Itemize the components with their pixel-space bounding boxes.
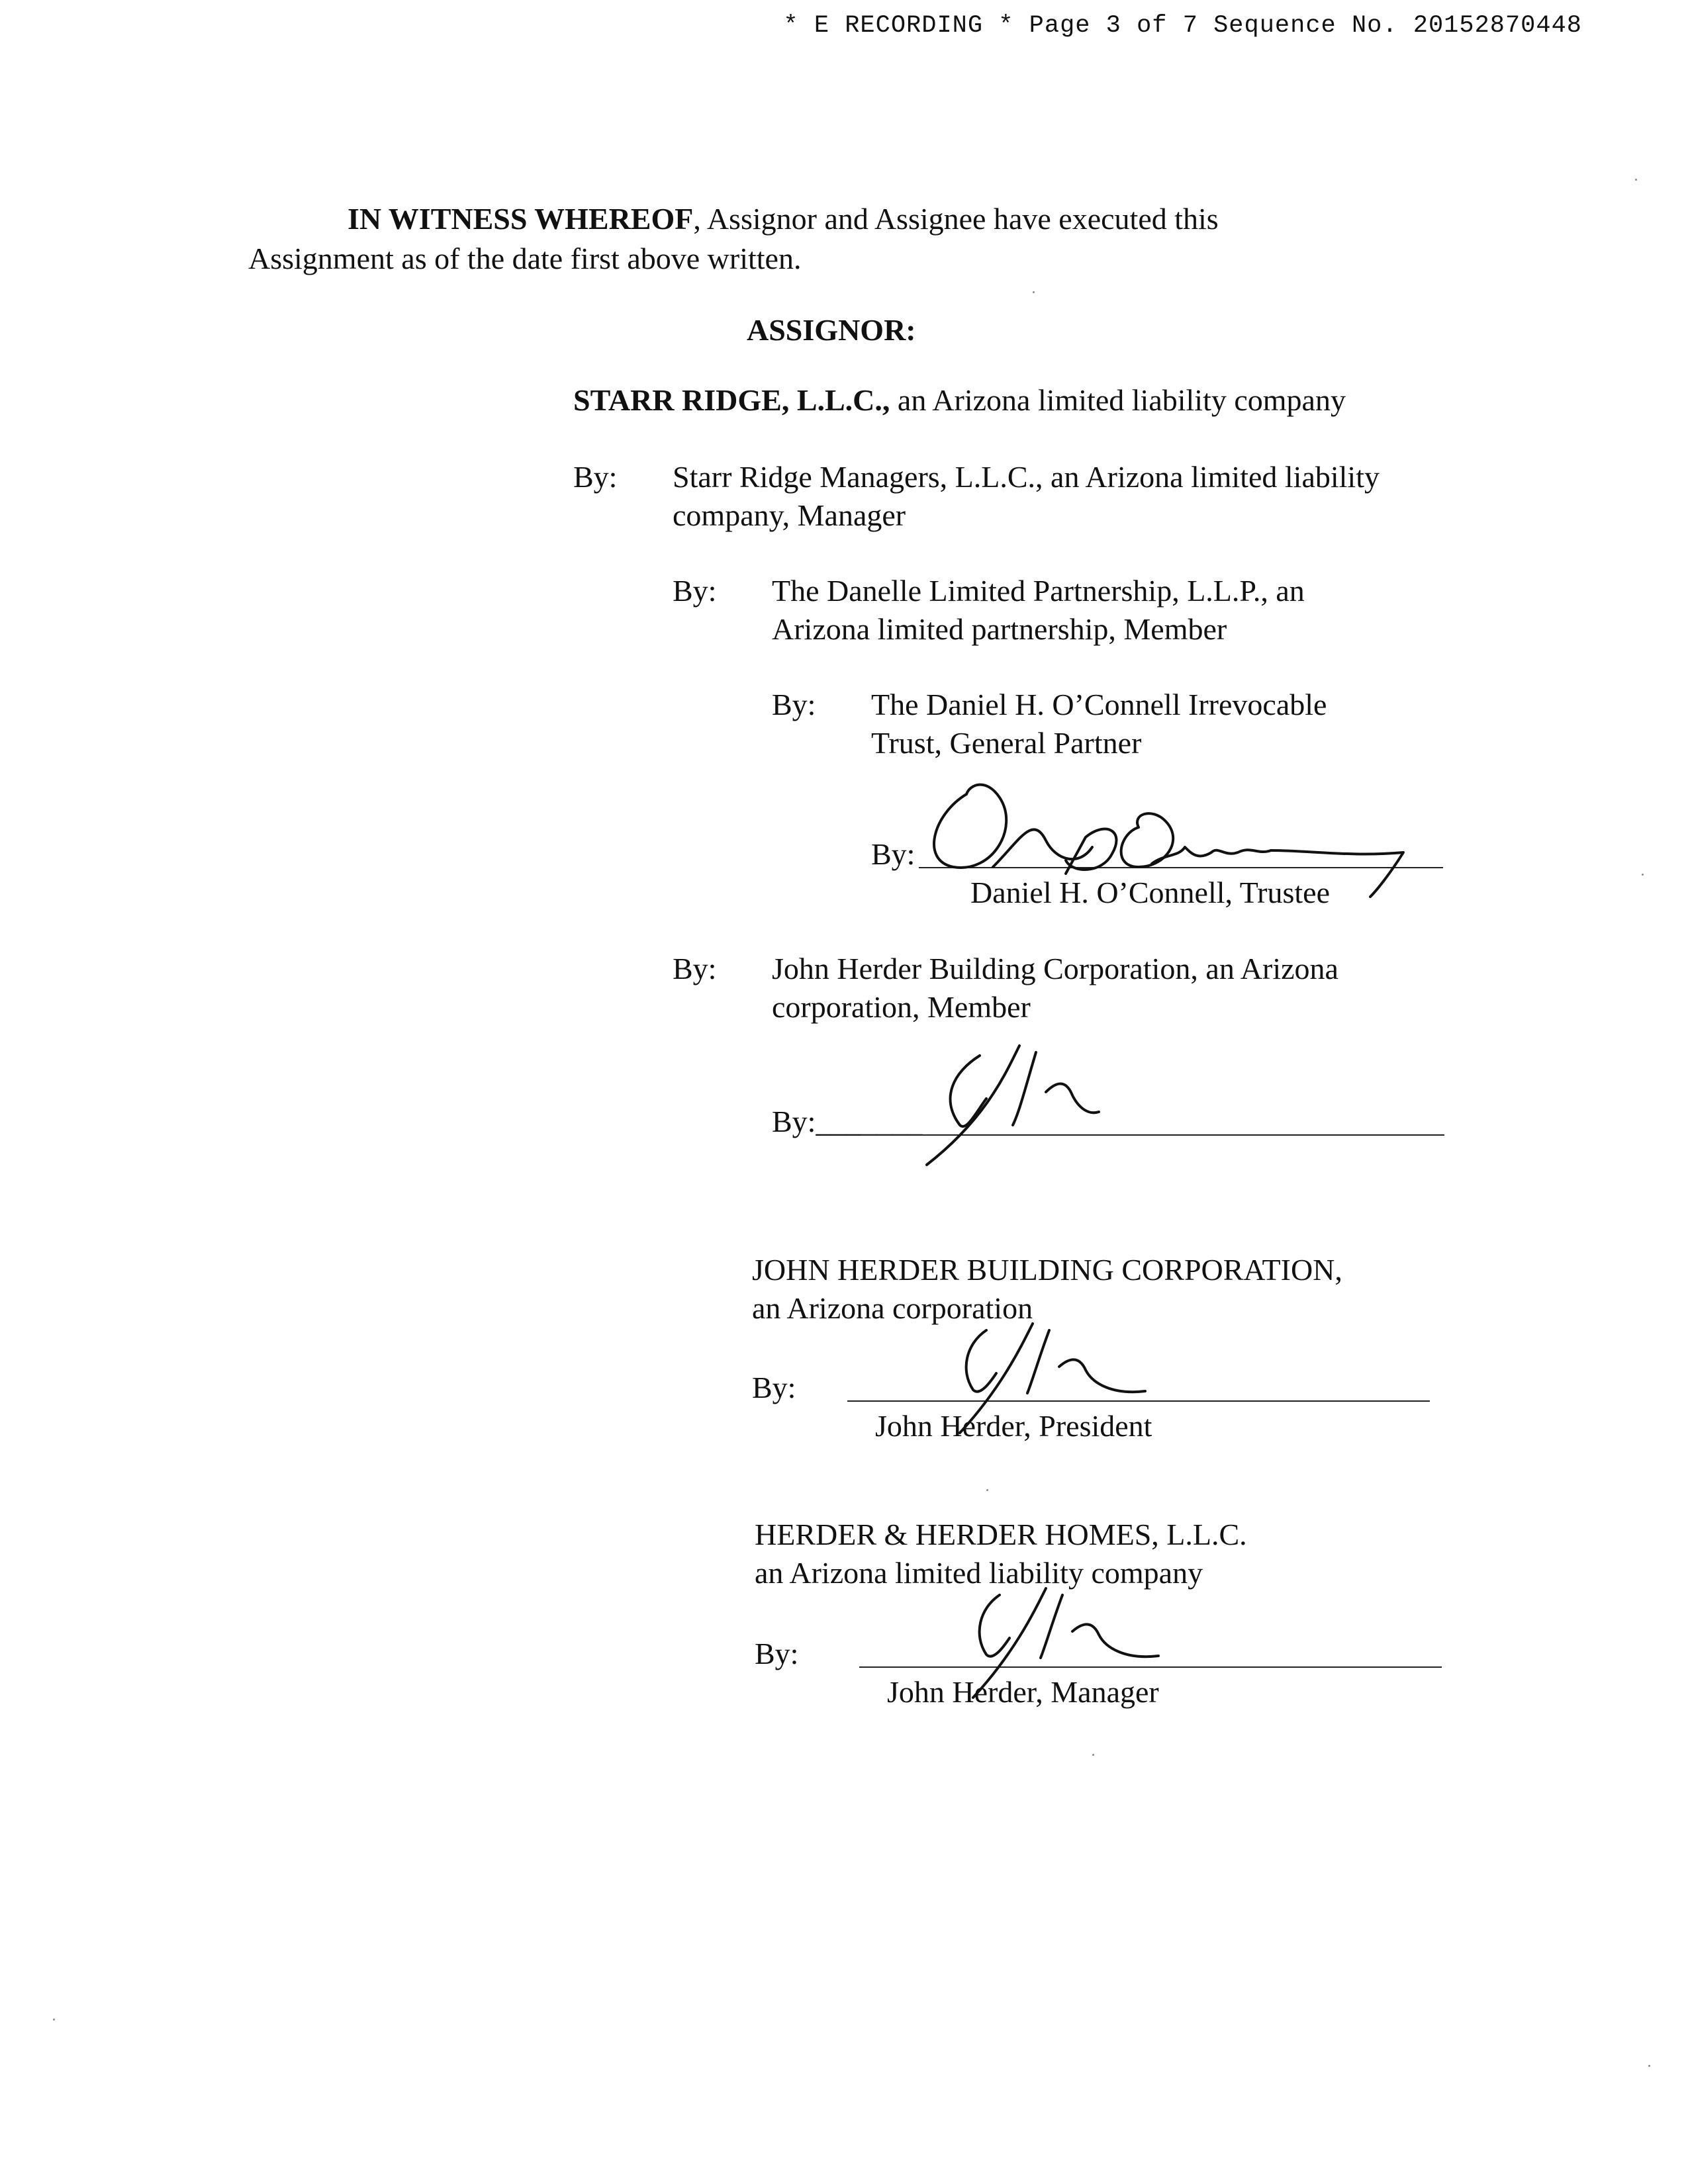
hhh-signer-name: John Herder, Manager — [887, 1675, 1159, 1709]
scan-speck — [1033, 291, 1035, 293]
starr-ridge-name: STARR RIDGE, L.L.C., — [573, 383, 890, 417]
assignor-heading: ASSIGNOR: — [747, 313, 916, 347]
witness-line-1 — [348, 200, 1219, 238]
herder-member-signature-by-label: By:_______ — [772, 1105, 923, 1138]
trust-line-1: The Daniel H. O’Connell Irrevocable — [871, 688, 1327, 721]
oconnell-signer-name: Daniel H. O’Connell, Trustee — [970, 876, 1331, 909]
herder-member-line-2: corporation, Member — [772, 990, 1031, 1024]
manager-line-2: company, Manager — [673, 498, 906, 532]
herder-member-signature — [914, 1032, 1152, 1178]
manager-by-label: By: — [573, 460, 618, 494]
jhbc-line-2: an Arizona corporation — [752, 1291, 1033, 1325]
witness-line-1-rest: , Assignor and Assignee have executed this — [693, 202, 1219, 236]
scan-speck — [53, 2019, 55, 2021]
trust-line-2: Trust, General Partner — [871, 726, 1142, 760]
danelle-by-label: By: — [673, 574, 717, 608]
scan-speck — [1642, 874, 1644, 876]
witness-lead: IN WITNESS WHEREOF — [348, 202, 694, 236]
oconnell-signature-by-label: By: — [871, 837, 915, 871]
scan-speck — [1092, 1754, 1094, 1756]
witness-line-2: Assignment as of the date first above written. — [248, 242, 802, 275]
jhbc-signer-name: John Herder, President — [875, 1409, 1152, 1443]
recording-header: * E RECORDING * Page 3 of 7 Sequence No. 20152870448 — [783, 12, 1582, 40]
herder-member-by-label: By: — [673, 952, 717, 985]
starr-ridge-desc: an Arizona limited liability company — [890, 383, 1346, 417]
jhbc-by-label: By: — [752, 1371, 796, 1404]
scan-speck — [1648, 2065, 1650, 2067]
hhh-line-1: HERDER & HERDER HOMES, L.L.C. — [755, 1518, 1247, 1551]
hhh-by-label: By: — [755, 1637, 799, 1670]
starr-ridge-entity — [573, 381, 1346, 420]
manager-line-1: Starr Ridge Managers, L.L.C., an Arizona limited liability — [673, 460, 1380, 494]
jhbc-line-1: JOHN HERDER BUILDING CORPORATION, — [752, 1253, 1342, 1287]
trust-by-label: By: — [772, 688, 816, 721]
hhh-line-2: an Arizona limited liability company — [755, 1556, 1203, 1590]
danelle-line-2: Arizona limited partnership, Member — [772, 612, 1227, 646]
danelle-line-1: The Danelle Limited Partnership, L.L.P., an — [772, 574, 1305, 608]
scan-speck — [986, 1489, 988, 1491]
herder-member-line-1: John Herder Building Corporation, an Arizona — [772, 952, 1338, 985]
scan-speck — [1635, 179, 1637, 181]
